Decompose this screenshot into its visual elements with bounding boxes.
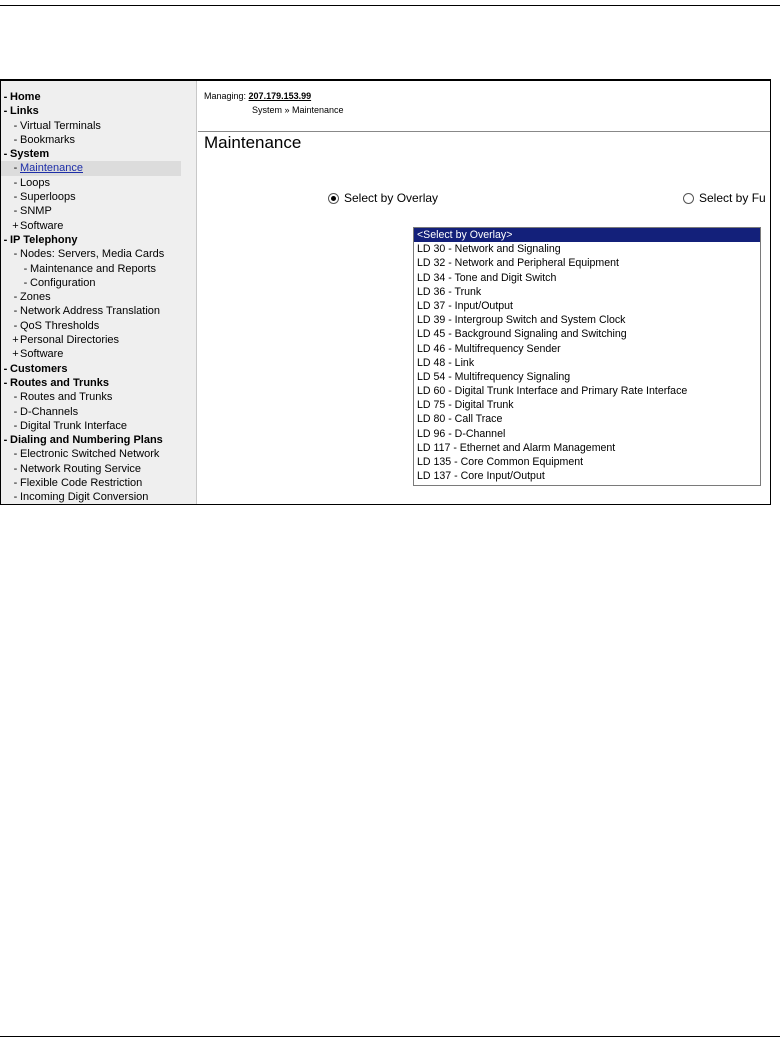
sidebar-item-label[interactable]: Nodes: Servers, Media Cards [20,248,165,261]
overlay-option[interactable]: LD 60 - Digital Trunk Interface and Primary Rate Interface [417,385,688,398]
collapse-icon[interactable]: - [13,205,18,218]
radio-overlay-label: Select by Overlay [344,191,439,205]
overlay-option[interactable]: LD 32 - Network and Peripheral Equipment [417,257,619,270]
collapse-icon[interactable]: - [13,448,18,461]
sidebar-item-label[interactable]: Home [10,91,41,103]
expand-icon[interactable]: + [12,334,19,347]
sidebar-item[interactable] [1,90,197,104]
managing-ip-link[interactable]: 207.179.153.99 [248,91,312,101]
radio-select-by-overlay[interactable] [328,191,438,205]
collapse-icon[interactable]: - [13,191,18,204]
overlay-option[interactable]: LD 36 - Trunk [417,285,482,298]
collapse-icon[interactable]: - [3,362,8,375]
sidebar-item[interactable] [1,347,197,361]
sidebar-item[interactable] [1,319,197,333]
overlay-option[interactable]: LD 30 - Network and Signaling [417,243,561,256]
sidebar-item-label[interactable]: Routes and Trunks [10,376,110,389]
overlay-option[interactable]: LD 54 - Multifrequency Signaling [417,370,571,383]
sidebar-item-label[interactable]: Routes and Trunks [20,391,113,404]
overlay-option[interactable]: LD 48 - Link [417,356,475,369]
collapse-icon[interactable]: - [13,133,18,146]
sidebar-item-label[interactable]: Maintenance and Reports [30,262,156,275]
overlay-option[interactable]: LD 80 - Call Trace [417,413,503,426]
sidebar-item-label[interactable]: Maintenance [20,162,83,175]
sidebar-item[interactable] [1,190,197,204]
sidebar-item[interactable] [1,204,197,218]
screenshot-frame [0,79,771,505]
collapse-icon[interactable]: - [13,419,18,432]
sidebar-item[interactable] [1,276,197,290]
sidebar-item-label[interactable]: Superloops [20,191,76,204]
overlay-option[interactable]: LD 137 - Core Input/Output [417,470,545,483]
collapse-icon[interactable]: - [3,91,8,103]
sidebar-item-label[interactable]: Links [10,105,39,118]
collapse-icon[interactable]: - [3,105,8,118]
expand-icon[interactable]: + [12,348,19,361]
collapse-icon[interactable]: - [13,291,18,304]
sidebar-item[interactable] [1,247,197,261]
overlay-option[interactable]: LD 117 - Ethernet and Alarm Management [417,441,616,454]
sidebar-item[interactable] [1,476,197,490]
overlay-option[interactable]: LD 96 - D-Channel [417,427,506,440]
collapse-icon[interactable]: - [13,176,18,189]
collapse-icon[interactable]: - [13,162,18,175]
sidebar [1,81,197,504]
sidebar-item[interactable] [1,147,197,161]
collapse-icon[interactable]: - [13,462,18,475]
sidebar-item[interactable] [1,176,197,190]
collapse-icon[interactable]: - [3,434,8,447]
top-rule [0,5,780,6]
sidebar-item-label[interactable]: Incoming Digit Conversion [20,491,149,504]
sidebar-item-label[interactable]: IP Telephony [10,233,78,246]
radio-select-by-function[interactable] [683,191,766,205]
overlay-option[interactable]: LD 45 - Background Signaling and Switching [417,328,627,341]
managing-label: Managing: [204,91,247,101]
sidebar-item-label[interactable]: Digital Trunk Interface [20,419,127,432]
sidebar-item[interactable] [1,219,197,233]
collapse-icon[interactable]: - [3,376,8,389]
sidebar-item-label[interactable]: SNMP [20,205,52,218]
bottom-rule [0,1036,780,1037]
radio-unchecked-icon[interactable] [683,193,694,204]
overlay-option[interactable]: LD 75 - Digital Trunk [417,399,514,412]
sidebar-item[interactable] [1,304,197,318]
sidebar-item[interactable] [1,262,197,276]
sidebar-item-label[interactable]: Customers [10,362,68,375]
overlay-listbox[interactable] [413,227,761,486]
sidebar-item[interactable] [1,133,197,147]
sidebar-item-label[interactable]: Electronic Switched Network [20,448,160,461]
radio-checked-icon[interactable] [328,193,339,204]
sidebar-item-label[interactable]: Flexible Code Restriction [20,477,143,490]
sidebar-item-label[interactable]: D-Channels [20,405,79,418]
breadcrumb: System » Maintenance [252,105,344,115]
sidebar-item[interactable] [1,333,197,347]
collapse-icon[interactable]: - [13,391,18,404]
sidebar-item[interactable] [1,419,197,433]
collapse-icon[interactable]: - [13,119,18,132]
sidebar-item[interactable] [1,405,197,419]
sidebar-item-label[interactable]: System [10,148,50,161]
sidebar-item[interactable] [1,119,197,133]
managing-line [204,91,311,101]
collapse-icon[interactable]: - [23,276,28,289]
collapse-icon[interactable]: - [23,262,28,275]
sidebar-item-label[interactable]: QoS Thresholds [20,319,100,332]
expand-icon[interactable]: + [12,219,19,232]
sidebar-item[interactable] [1,104,197,118]
sidebar-item[interactable] [1,462,197,476]
collapse-icon[interactable]: - [13,248,18,261]
sidebar-item[interactable] [1,376,197,390]
sidebar-item-label[interactable]: Loops [20,176,50,189]
radio-function-label: Select by Fu [699,191,766,205]
main-panel [198,81,770,504]
sidebar-item-label[interactable]: Network Routing Service [20,462,142,475]
sidebar-item-label[interactable]: Configuration [30,276,96,289]
sidebar-item-label[interactable]: Dialing and Numbering Plans [10,434,163,447]
sidebar-item[interactable] [1,233,197,247]
sidebar-item-label[interactable]: Zones [20,291,51,304]
sidebar-item[interactable] [1,362,197,376]
sidebar-item-label[interactable]: Software [20,348,64,361]
overlay-option[interactable]: <Select by Overlay> [414,228,760,242]
collapse-icon[interactable]: - [13,477,18,490]
sidebar-item-label[interactable]: Bookmarks [20,133,76,146]
sidebar-item[interactable] [1,290,197,304]
header-divider [198,131,770,132]
overlay-option[interactable]: LD 135 - Core Common Equipment [417,456,584,468]
collapse-icon[interactable]: - [13,405,18,418]
sidebar-item-label[interactable]: Software [20,219,64,232]
sidebar-item-label[interactable]: Personal Directories [20,334,120,347]
sidebar-item-label[interactable]: Network Address Translation [20,305,161,318]
sidebar-item[interactable] [1,447,197,461]
collapse-icon[interactable]: - [13,305,18,318]
collapse-icon[interactable]: - [13,319,18,332]
collapse-icon[interactable]: - [3,148,8,161]
overlay-option[interactable]: LD 34 - Tone and Digit Switch [417,271,557,284]
overlay-option[interactable]: LD 37 - Input/Output [417,299,513,312]
overlay-option[interactable]: LD 46 - Multifrequency Sender [417,342,561,355]
sidebar-item[interactable] [1,490,197,504]
sidebar-item[interactable] [1,161,181,175]
overlay-option[interactable]: LD 39 - Intergroup Switch and System Clock [417,314,626,327]
page-title: Maintenance [204,133,302,152]
sidebar-nav [1,90,197,504]
collapse-icon[interactable]: - [13,491,18,504]
sidebar-item[interactable] [1,390,197,404]
sidebar-item-label[interactable]: Virtual Terminals [20,119,101,132]
sidebar-item[interactable] [1,433,197,447]
collapse-icon[interactable]: - [3,233,8,246]
